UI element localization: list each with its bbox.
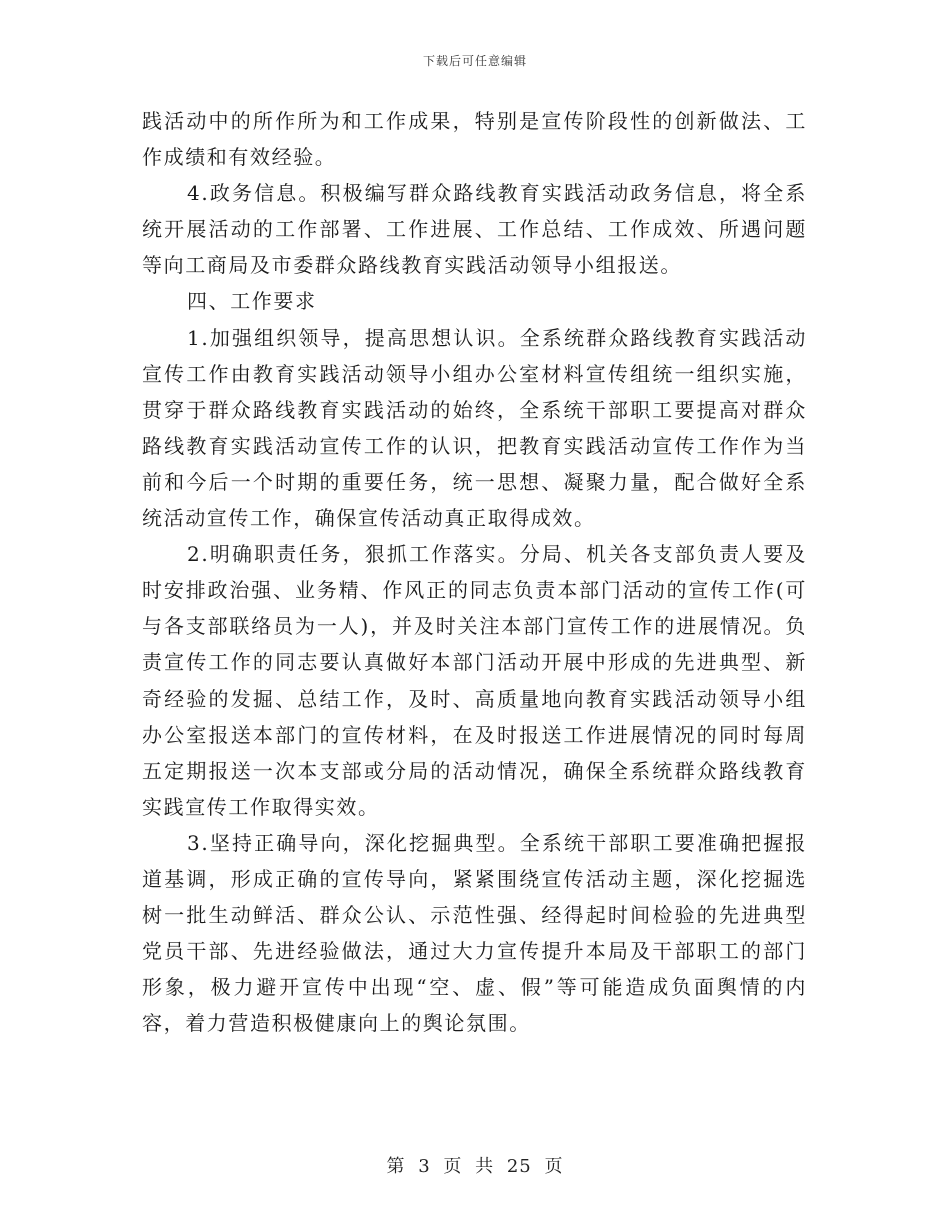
- paragraph-continuation: 践活动中的所作所为和工作成果，特别是宣传阶段性的创新做法、工作成绩和有效经验。: [142, 109, 807, 170]
- header-note: 下载后可任意编辑: [422, 54, 527, 68]
- document-body: [142, 103, 807, 1041]
- paragraph-requirement-2: 2.明确职责任务，狠抓工作落实。分局、机关各支部负责人要及时安排政治强、业务精、作风正的同志负责本部门活动的宣传工作(可与各支部联络员为一人)，并及时关注本部门宣传工作的进展情况。负责宣传工作的同志要认真做好本部门活动开展中形成的先进典型、新奇经验的发掘、总结工作，及时、高质量地向教育实践活动领导小组办公室报送本部门的宣传材料，在及时报送工作进展情况的同时每周五定期报送一次本支部或分局的活动情况，确保全系统群众路线教育实践宣传工作取得实效。: [142, 542, 807, 819]
- paragraph-requirement-3: 3.坚持正确导向，深化挖掘典型。全系统干部职工要准确把握报道基调，形成正确的宣传导向，紧紧围绕宣传活动主题，深化挖掘选树一批生动鲜活、群众公认、示范性强、经得起时间检验的先进典型党员干部、先进经验做法，通过大力宣传提升本局及干部职工的部门形象，极力避开宣传中出现“空、虚、假”等可能造成负面舆情的内容，着力营造积极健康向上的舆论氛围。: [142, 830, 807, 1036]
- paragraph-government-info: 4.政务信息。积极编写群众路线教育实践活动政务信息，将全系统开展活动的工作部署、工作进展、工作总结、工作成效、所遇问题等向工商局及市委群众路线教育实践活动领导小组报送。: [142, 181, 807, 278]
- paragraph-requirement-1: 1.加强组织领导，提高思想认识。全系统群众路线教育实践活动宣传工作由教育实践活动领导小组办公室材料宣传组统一组织实施，贯穿于群众路线教育实践活动的始终，全系统干部职工要提高对群众路线教育实践活动宣传工作的认识，把教育实践活动宣传工作作为当前和今后一个时期的重要任务，统一思想、凝聚力量，配合做好全系统活动宣传工作，确保宣传活动真正取得成效。: [142, 325, 807, 531]
- section-heading-work-requirements: 四、工作要求: [187, 289, 317, 314]
- page-number-footer: 第 3 页 共 25 页: [386, 1156, 564, 1177]
